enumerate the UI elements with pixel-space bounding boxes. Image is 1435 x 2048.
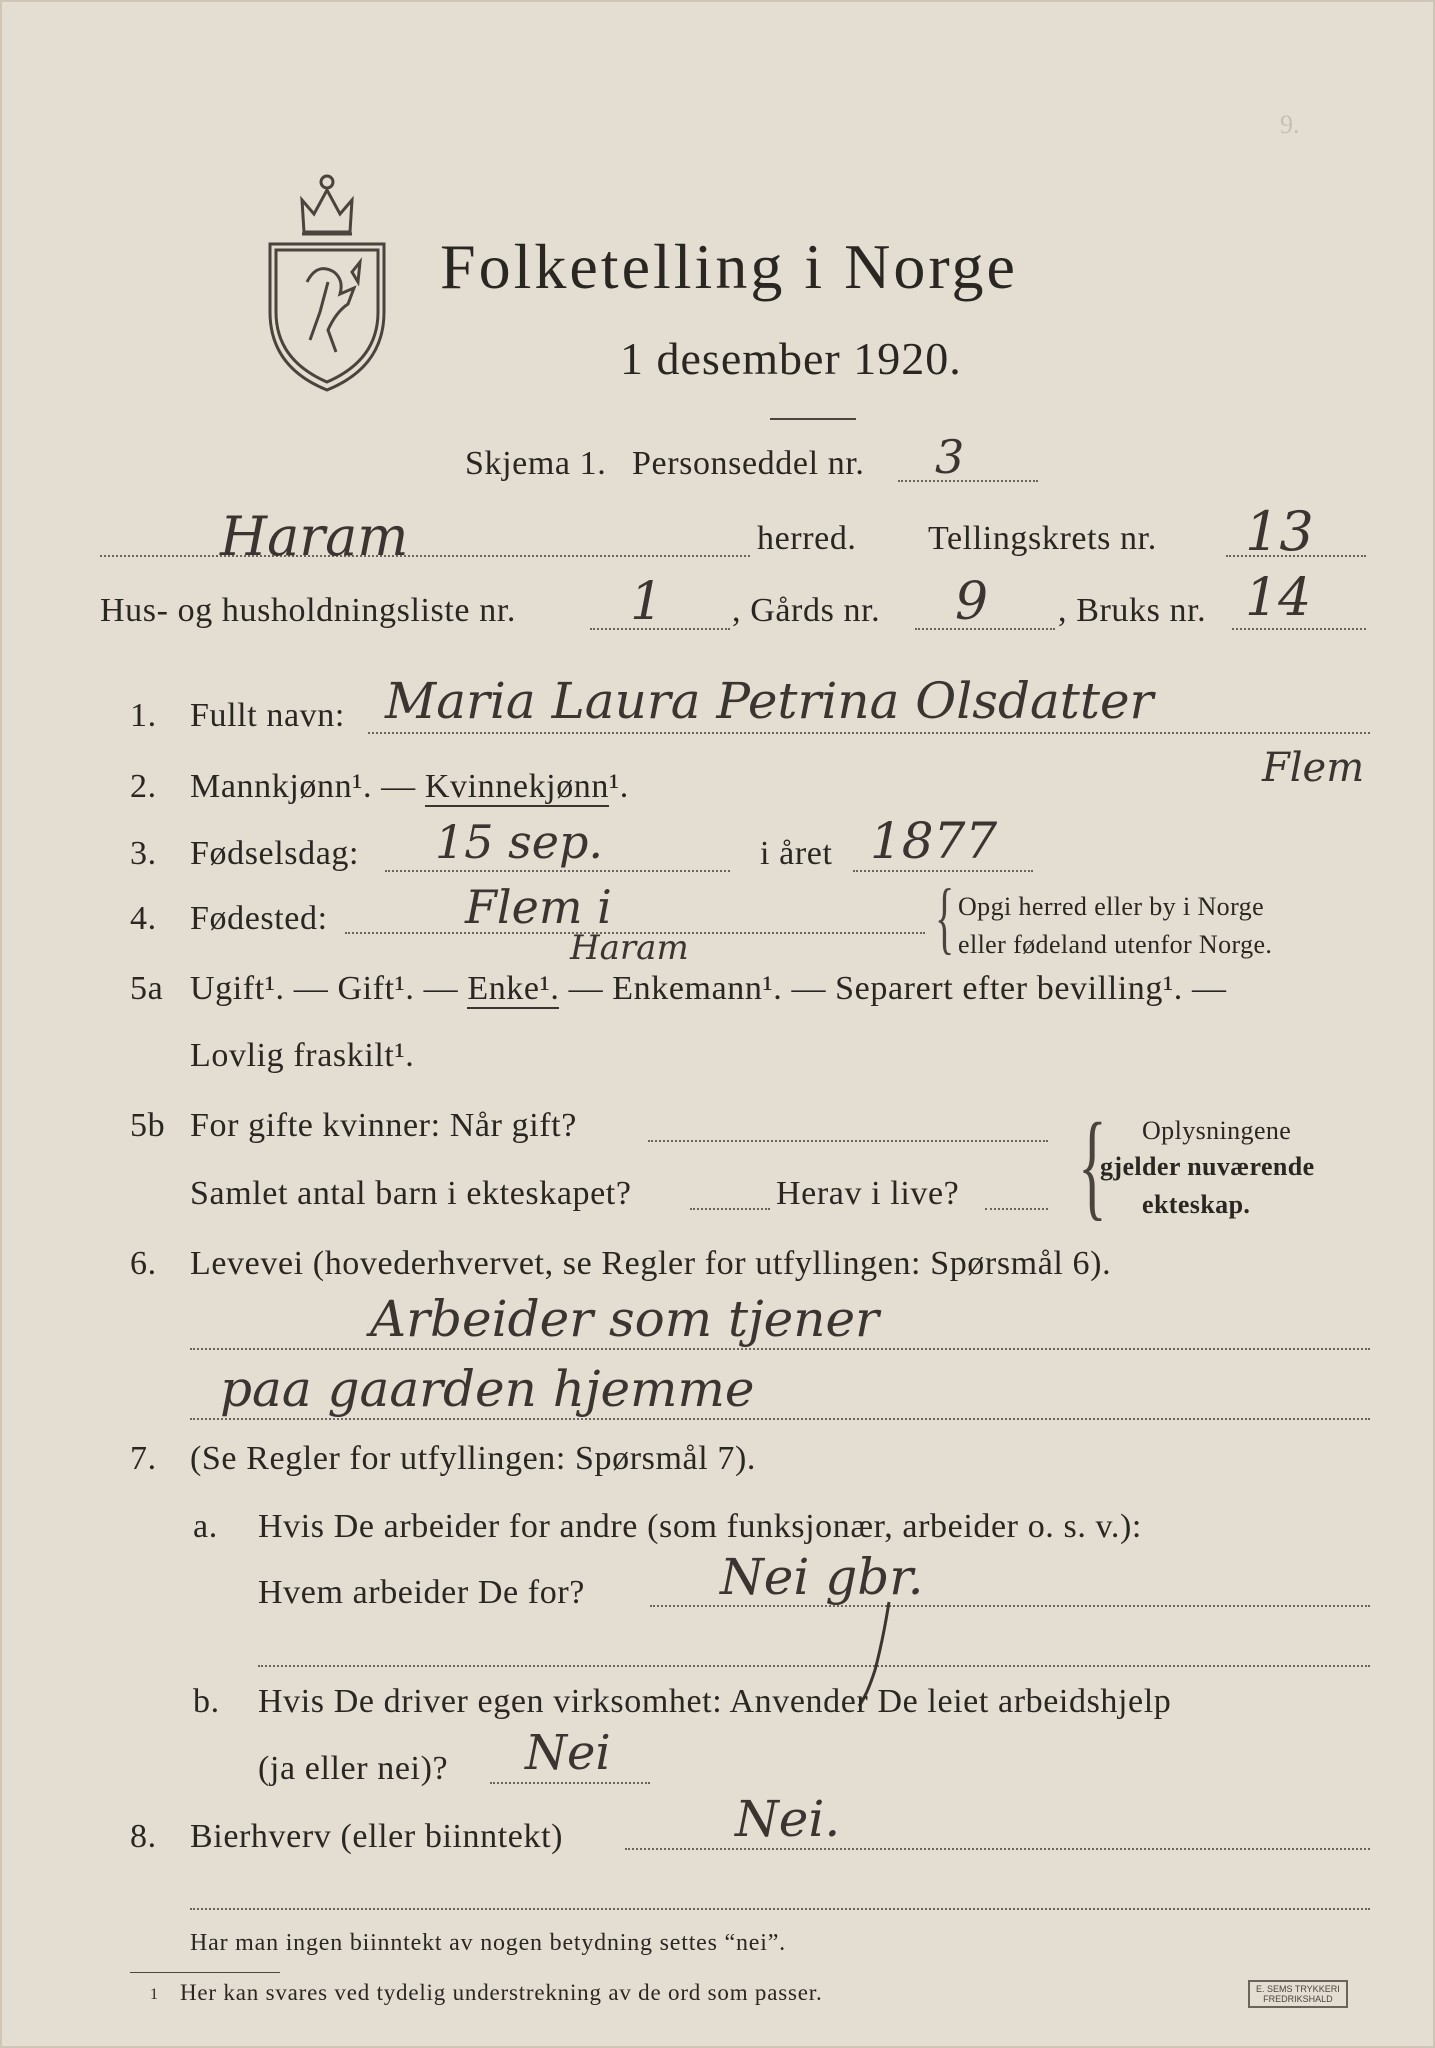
- herred-value: Haram: [220, 505, 409, 568]
- option-female-mark: ¹.: [609, 768, 629, 805]
- employer-line-2: [258, 1665, 1370, 1667]
- occupation-line-1: [190, 1348, 1370, 1350]
- birthday-line: [385, 870, 730, 872]
- bruks-value: 14: [1245, 568, 1312, 628]
- q4-note-brace: {: [935, 874, 955, 962]
- side-income-line-2: [190, 1908, 1370, 1910]
- footer-note: Har man ingen biinntekt av nogen betydning settes “nei”.: [190, 1930, 786, 1956]
- q1-label: Fullt navn:: [190, 697, 345, 734]
- option-other-status: — Enkemann¹. — Separert efter bevilling¹. —: [559, 970, 1227, 1007]
- q7-number: 7.: [130, 1440, 157, 1477]
- occupation-line-2: [190, 1418, 1370, 1420]
- printer-mark: E. SEMS TRYKKERI FREDRIKSHALD: [1248, 1980, 1348, 2008]
- q7-label: (Se Regler for utfyllingen: Spørsmål 7).: [190, 1440, 757, 1477]
- hired-help-line: [490, 1782, 650, 1784]
- q4-note-2: eller fødeland utenfor Norge.: [958, 930, 1273, 959]
- footnote-divider: [130, 1972, 280, 1973]
- tellingskrets-value: 13: [1245, 500, 1314, 563]
- q5b-children-label: Samlet antal barn i ekteskapet?: [190, 1175, 632, 1212]
- bleed-through-text: 9.: [1280, 110, 1300, 139]
- alive-line: [985, 1208, 1048, 1210]
- option-divorced: Lovlig fraskilt¹.: [190, 1037, 415, 1074]
- schema-label: Skjema 1.: [465, 445, 607, 482]
- children-line: [690, 1208, 770, 1210]
- coat-of-arms-icon: [262, 162, 392, 394]
- personseddel-label: Personseddel nr.: [632, 445, 865, 482]
- side-income-value: Nei.: [735, 1790, 841, 1848]
- q4-label: Fødested:: [190, 900, 328, 937]
- birthplace-value-2: Haram: [570, 928, 689, 968]
- q1-line: [368, 732, 1370, 734]
- q2-options: [190, 768, 629, 806]
- q7a-letter: a.: [193, 1508, 218, 1545]
- herred-line: [100, 555, 750, 557]
- husliste-label: Hus- og husholdningsliste nr.: [100, 592, 516, 629]
- birthplace-value-1: Flem i: [465, 880, 612, 934]
- q5a-number: 5a: [130, 970, 164, 1007]
- gards-value: 9: [955, 572, 989, 632]
- bruks-label: , Bruks nr.: [1058, 592, 1207, 629]
- title-divider: [770, 418, 856, 420]
- q7b-question: Hvis De driver egen virksomhet: Anvender De leiet arbeidshjelp: [258, 1683, 1172, 1720]
- option-unmarried-married: Ugift¹. — Gift¹. —: [190, 970, 468, 1007]
- q5b-married-when-label: For gifte kvinner: Når gift?: [190, 1107, 577, 1144]
- year-line: [853, 870, 1033, 872]
- married-when-line: [648, 1140, 1048, 1142]
- full-name-extra: Flem: [1262, 745, 1365, 791]
- q5b-note-2: gjelder nuværende: [1100, 1152, 1315, 1181]
- q7a-question: Hvis De arbeider for andre (som funksjonær, arbeider o. s. v.):: [258, 1508, 1142, 1545]
- birthday-value: 15 sep.: [435, 815, 604, 869]
- q4-note-1: Opgi herred eller by i Norge: [958, 892, 1265, 921]
- q8-number: 8.: [130, 1818, 157, 1855]
- q8-label: Bierhverv (eller biinntekt): [190, 1818, 564, 1855]
- q7b-letter: b.: [193, 1683, 220, 1720]
- q5b-number: 5b: [130, 1107, 166, 1144]
- occupation-value-2: paa gaarden hjemme: [220, 1360, 755, 1418]
- birth-year-value: 1877: [870, 812, 998, 870]
- full-name-value: Maria Laura Petrina Olsdatter: [385, 672, 1154, 730]
- husliste-value: 1: [630, 572, 664, 632]
- personseddel-value: 3: [935, 430, 965, 484]
- footnote-mark: 1: [150, 1986, 159, 2003]
- q5b-alive-label: Herav i live?: [776, 1175, 960, 1212]
- occupation-value-1: Arbeider som tjener: [370, 1290, 879, 1348]
- option-widow-underlined: Enke¹.: [467, 970, 560, 1007]
- q5a-options: [190, 970, 1227, 1008]
- q3-number: 3.: [130, 835, 157, 872]
- option-male: Mannkjønn¹. —: [190, 768, 425, 805]
- form-title: Folketelling i Norge: [440, 231, 1018, 302]
- q3-label: Fødselsdag:: [190, 835, 360, 872]
- census-date: 1 desember 1920.: [620, 333, 962, 384]
- q1-number: 1.: [130, 697, 157, 734]
- bruks-line: [1232, 628, 1366, 630]
- q2-number: 2.: [130, 768, 157, 805]
- tellingskrets-label: Tellingskrets nr.: [928, 520, 1157, 557]
- q4-number: 4.: [130, 900, 157, 937]
- personseddel-line: [898, 480, 1038, 482]
- q6-label: Levevei (hovederhvervet, se Regler for utfyllingen: Spørsmål 6).: [190, 1245, 1112, 1282]
- footnote-text: Her kan svares ved tydelig understrekning av de ord som passer.: [180, 1980, 823, 2005]
- side-income-line: [625, 1848, 1370, 1850]
- herred-label: herred.: [757, 520, 857, 557]
- employer-value: Nei gbr.: [720, 1548, 924, 1606]
- q7b-answer-label: (ja eller nei)?: [258, 1750, 449, 1787]
- q5b-note-3: ekteskap.: [1142, 1190, 1251, 1219]
- option-female-underlined: Kvinnekjønn: [424, 768, 610, 805]
- q6-number: 6.: [130, 1245, 157, 1282]
- gards-label: , Gårds nr.: [732, 592, 881, 629]
- hired-help-value: Nei: [525, 1725, 611, 1781]
- year-label: i året: [760, 835, 833, 872]
- q7a-employer-label: Hvem arbeider De for?: [258, 1574, 585, 1611]
- q5b-note-1: Oplysningene: [1142, 1116, 1292, 1145]
- q5b-note-brace: {: [1078, 1098, 1107, 1231]
